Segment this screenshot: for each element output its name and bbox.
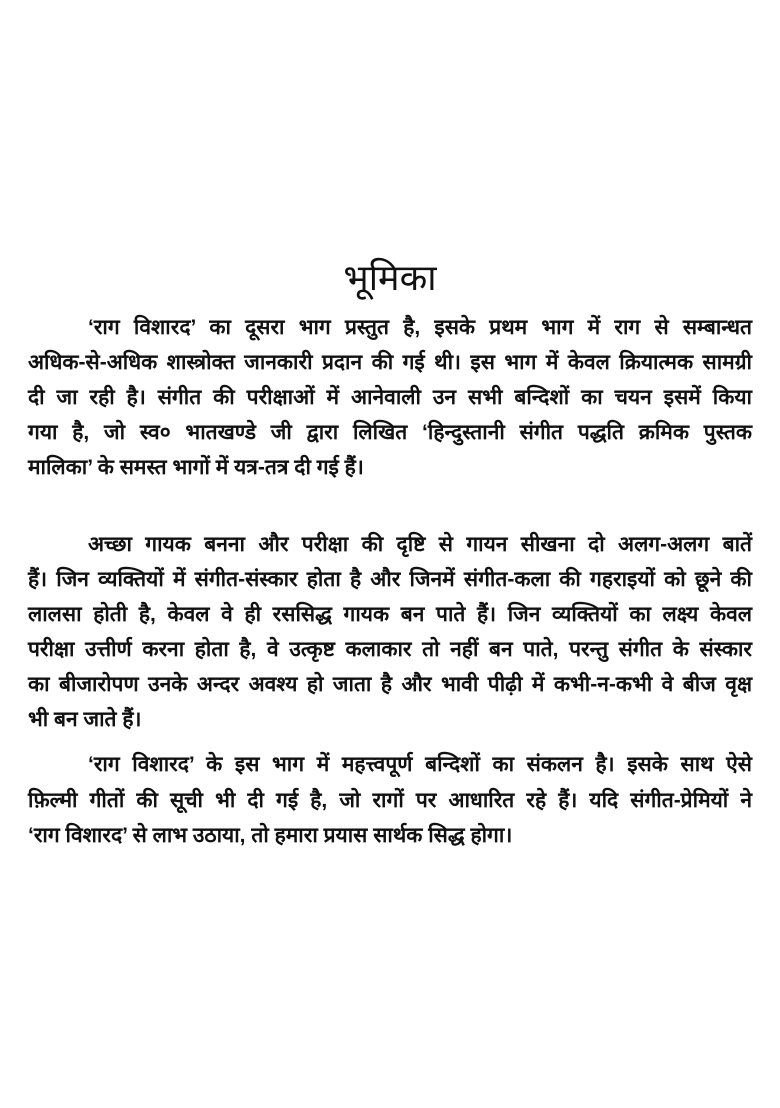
page-title: भूमिका: [343, 257, 437, 298]
text-line: दी जा रही है। संगीत की परीक्षाओं में आनेवाली उन सभी बन्दिशों का चयन इसमें किया: [28, 386, 752, 409]
text-line: लालसा होती है, केवल वे ही रससिद्ध गायक बन पाते हैं। जिन व्यक्तियों का लक्ष्य केवल: [28, 603, 752, 626]
text-line: ‘राग विशारद’ के इस भाग में महत्त्वपूर्ण बन्दिशों का संकलन है। इसके साथ ऐसे: [88, 753, 752, 776]
text-line: मालिका’ के समस्त भागों में यत्र-तत्र दी गई हैं।: [28, 456, 364, 479]
text-line: ‘राग विशारद’ से लाभ उठाया, तो हमारा प्रयास सार्थक सिद्ध होगा।: [28, 824, 513, 847]
text-line: परीक्षा उत्तीर्ण करना होता है, वे उत्कृष्ट कलाकार तो नहीं बन पाते, परन्तु संगीत के संस्कार: [28, 638, 752, 661]
text-line: ‘राग विशारद’ का दूसरा भाग प्रस्तुत है, इसके प्रथम भाग में राग से सम्बान्धत: [88, 316, 752, 339]
text-line: भी बन जाते हैं।: [28, 708, 142, 731]
text-line: गया है, जो स्व० भातखण्डे जी द्वारा लिखित ‘हिन्दुस्तानी संगीत पद्धति क्रमिक पुस्तक: [28, 421, 752, 444]
text-line: हैं। जिन व्यक्तियों में संगीत-संस्कार होता है और जिनमें संगीत-कला की गहराइयों को छूने की: [28, 568, 752, 591]
text-line: अच्छा गायक बनना और परीक्षा की दृष्टि से गायन सीखना दो अलग-अलग बातें: [88, 533, 752, 556]
text-line: फ़िल्मी गीतों की सूची भी दी गई है, जो रागों पर आधारित रहे हैं। यदि संगीत-प्रेमियों ने: [28, 789, 752, 812]
text-line: का बीजारोपण उनके अन्दर अवश्य हो जाता है और भावी पीढ़ी में कभी-न-कभी वे बीज वृक्ष: [28, 673, 752, 696]
text-line: अधिक-से-अधिक शास्त्रोक्त जानकारी प्रदान की गई थी। इस भाग में केवल क्रियात्मक सामग्री: [28, 351, 752, 374]
